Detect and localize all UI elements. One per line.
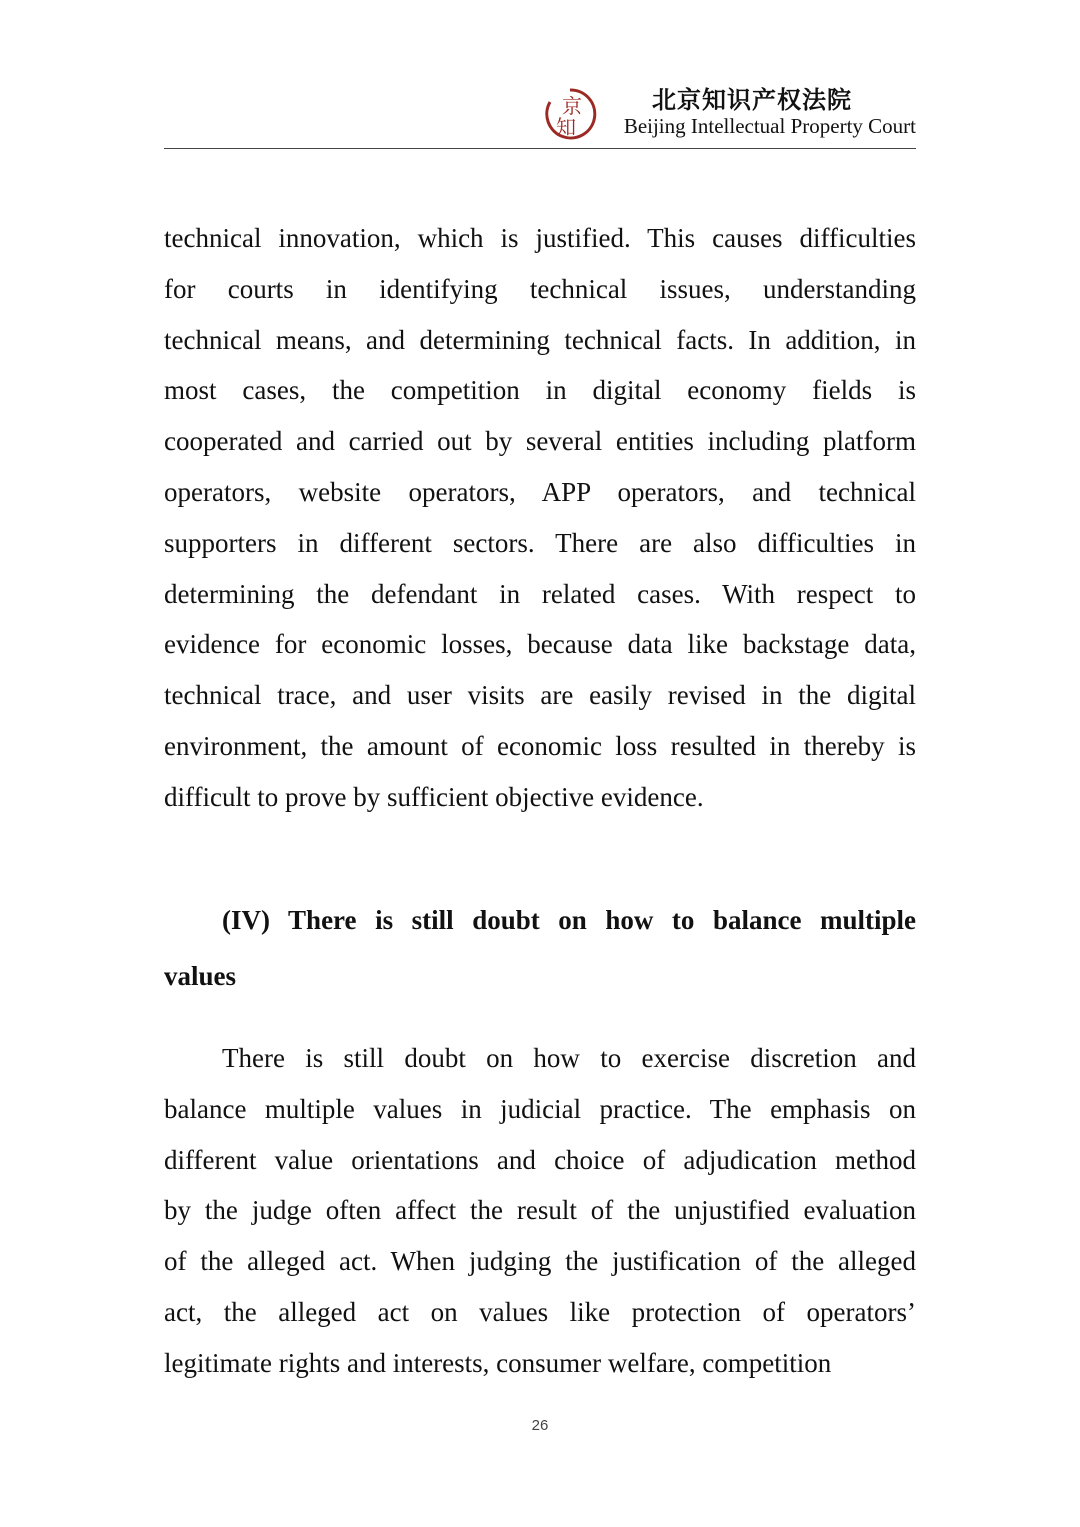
text-line: of the alleged act. When judging the justification of the alleged	[164, 1246, 916, 1277]
text-line: determining the defendant in related cases. With respect to	[164, 578, 916, 609]
text-line: cooperated and carried out by several entities including platform	[164, 426, 916, 457]
text-line: operators, website operators, APP operators, and technical	[164, 477, 916, 507]
text-line: by the judge often affect the result of the unjustified evaluation	[164, 1195, 916, 1226]
text-line: balance multiple values in judicial practice. The emphasis on	[164, 1093, 916, 1124]
text-line: most cases, the competition in digital economy fields is	[164, 375, 916, 406]
text-line: technical trace, and user visits are easily revised in the digital	[164, 680, 916, 711]
text-line: There is still doubt on how to exercise discretion and	[222, 1043, 916, 1073]
text-line: supporters in different sectors. There are also difficulties in	[164, 527, 916, 558]
text-line: values	[164, 961, 237, 991]
page-header	[164, 80, 916, 149]
text-line: evidence for economic losses, because data like backstage data,	[164, 629, 916, 660]
text-line: (IV) There is still doubt on how to balance multiple	[222, 905, 916, 935]
court-name-chinese: 北京知识产权法院	[652, 86, 852, 114]
text-line: environment, the amount of economic loss resulted in thereby is	[164, 731, 916, 761]
text-line: for courts in identifying technical issues, understanding	[164, 273, 916, 304]
svg-text:知: 知	[556, 115, 576, 139]
court-logo-icon	[542, 86, 598, 142]
svg-text:京: 京	[562, 94, 582, 118]
text-line: legitimate rights and interests, consumer welfare, competition	[164, 1347, 832, 1378]
text-line: difficult to prove by sufficient objective evidence.	[164, 781, 704, 812]
text-line: act, the alleged act on values like protection of operators’	[164, 1297, 916, 1327]
court-name-english: Beijing Intellectual Property Court	[623, 114, 916, 138]
text-line: technical means, and determining technical facts. In addition, in	[164, 324, 916, 355]
text-line: different value orientations and choice of adjudication method	[164, 1144, 916, 1175]
page-number: 26	[531, 1417, 549, 1434]
text-line: technical innovation, which is justified. This causes difficulties	[164, 223, 916, 253]
